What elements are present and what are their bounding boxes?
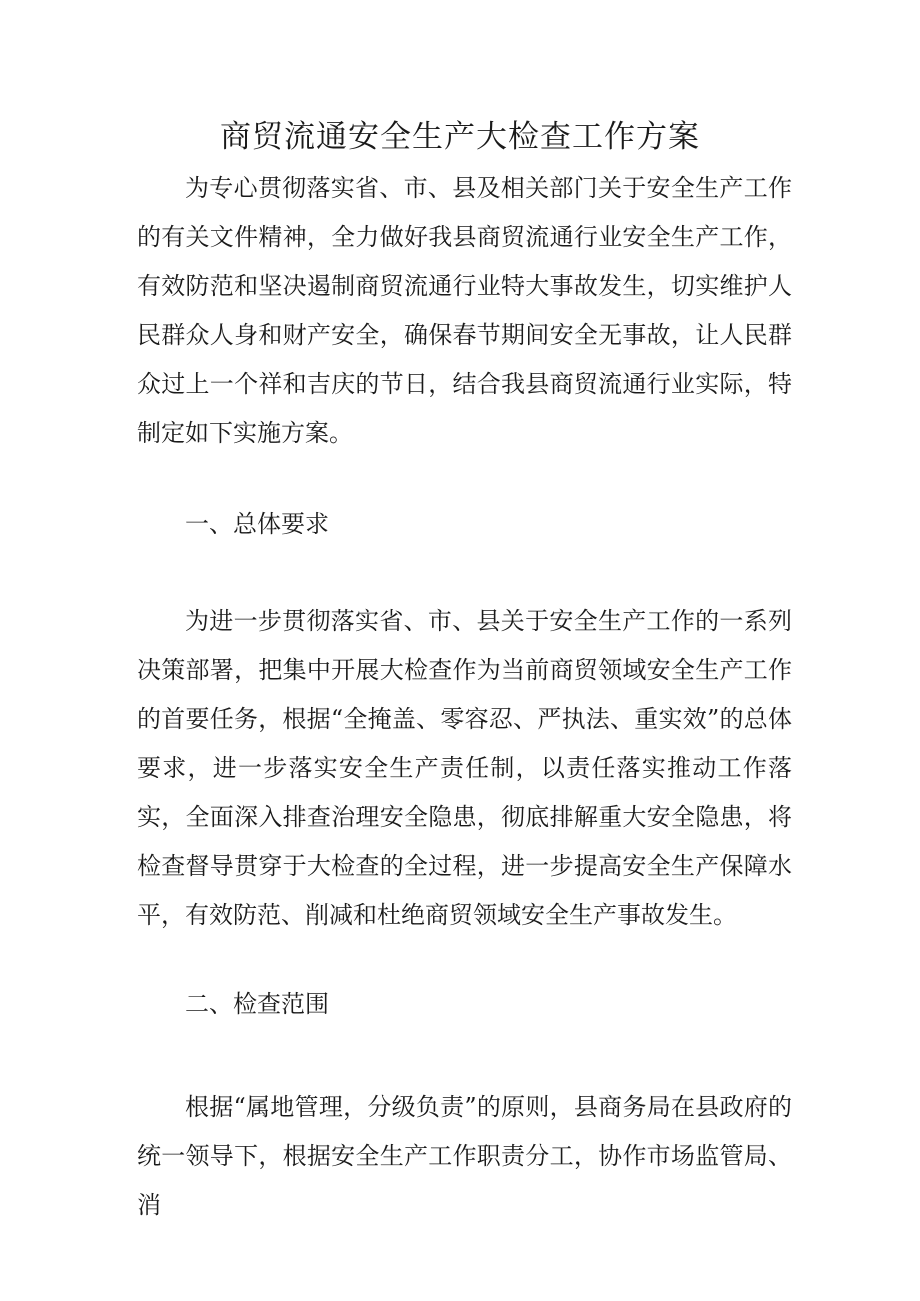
section-body-inspection-scope: 根据“属地管理，分级负责”的原则，县商务局在县政府的统一领导下，根据安全生产工作职责分工，协作市场监管局、消 (137, 1093, 792, 1219)
document-title: 商贸流通安全生产大检查工作方案 (220, 119, 700, 155)
section-heading-general-requirements: 一、总体要求 (185, 510, 329, 538)
intro-paragraph: 为专心贯彻落实省、市、县及相关部门关于安全生产工作的有关文件精神，全力做好我县商贸流通行业安全生产工作，有效防范和坚决遏制商贸流通行业特大事故发生，切实维护人民群众人身和财产安全，确保春节期间安全无事故，让人民群众过上一个祥和吉庆的节日，结合我县商贸流通行业实际，特制定如下实施方案。 (137, 174, 792, 447)
section-heading-inspection-scope: 二、检查范围 (185, 990, 329, 1018)
section-body-general-requirements: 为进一步贯彻落实省、市、县关于安全生产工作的一系列决策部署，把集中开展大检查作为当前商贸领域安全生产工作的首要任务，根据“全掩盖、零容忍、严执法、重实效”的总体要求，进一步落实安全生产责任制，以责任落实推动工作落实，全面深入排查治理安全隐患，彻底排解重大安全隐患，将检查督导贯穿于大检查的全过程，进一步提高安全生产保障水平，有效防范、削减和杜绝商贸领域安全生产事故发生。 (137, 607, 792, 929)
